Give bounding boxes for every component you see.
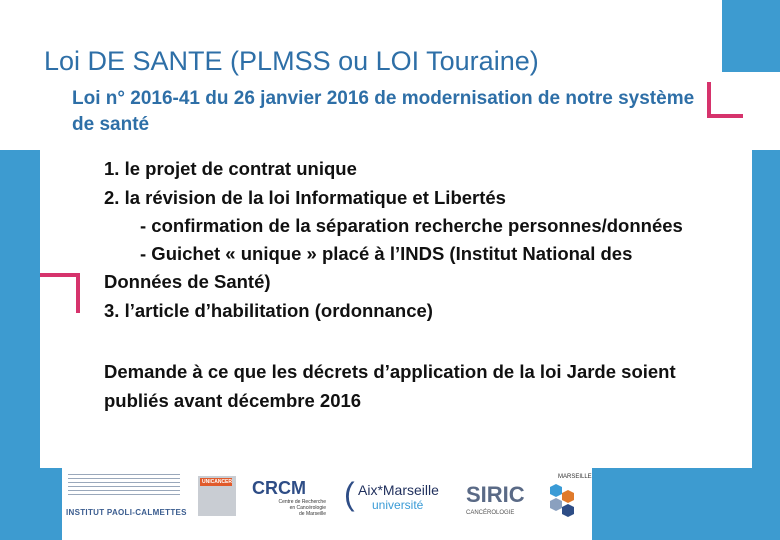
hexagon-cluster-icon — [546, 482, 580, 518]
siric-logo — [466, 476, 590, 524]
slide-title: Loi DE SANTE (PLMSS ou LOI Touraine) — [44, 46, 539, 76]
crcm-sub-1: Centre de Recherche — [278, 499, 326, 505]
right-blue-strip — [752, 150, 780, 468]
list-item: - confirmation de la séparation recherche personnes/données — [140, 215, 683, 236]
partner-logos-bar — [62, 462, 592, 528]
pink-corner-top-right-horizontal — [707, 114, 743, 118]
unicancer-logo — [198, 476, 236, 516]
list-item: 2. la révision de la loi Informatique et Libertés — [104, 187, 506, 208]
top-right-blue-strip — [722, 0, 780, 72]
bottom-right-blue-strip — [592, 468, 780, 540]
amu-bracket-icon: ( — [344, 476, 355, 512]
siric-label: SIRIC — [466, 482, 525, 507]
crcm-label: CRCM — [252, 478, 306, 498]
siric-sub-label: CANCÉROLOGIE — [466, 510, 515, 516]
ipc-logo-text: INSTITUT PAOLI-CALMETTES — [66, 508, 187, 517]
demande-paragraph: Demande à ce que les décrets d’application de la loi Jarde soient publiés avant décembre 2016 — [104, 361, 676, 411]
list-item: 3. l’article d’habilitation (ordonnance) — [104, 300, 433, 321]
crcm-sub-3: de Marseille — [299, 511, 326, 517]
slide-body — [104, 154, 704, 415]
amu-top-label: Aix*Marseille — [358, 482, 439, 498]
left-blue-strip — [0, 150, 40, 468]
crcm-logo — [252, 478, 332, 526]
pink-corner-left-horizontal — [40, 273, 80, 277]
unicancer-label: UNICANCER — [202, 479, 232, 485]
list-item: - Guichet « unique » placé à l’INDS (Institut National des Données de Santé) — [104, 243, 633, 292]
slide-subtitle: Loi n° 2016-41 du 26 janvier 2016 de modernisation de notre système de santé — [72, 88, 695, 135]
ipc-logo-lines — [68, 474, 180, 498]
siric-top-label: MARSEILLE — [558, 474, 592, 480]
bottom-left-blue-strip — [0, 468, 62, 540]
crcm-sub-2: en Cancérologie — [289, 505, 326, 511]
amu-bottom-label: université — [372, 498, 424, 512]
pink-corner-left-vertical — [76, 273, 80, 313]
amu-logo — [344, 476, 464, 520]
list-item: 1. le projet de contrat unique — [104, 158, 357, 179]
